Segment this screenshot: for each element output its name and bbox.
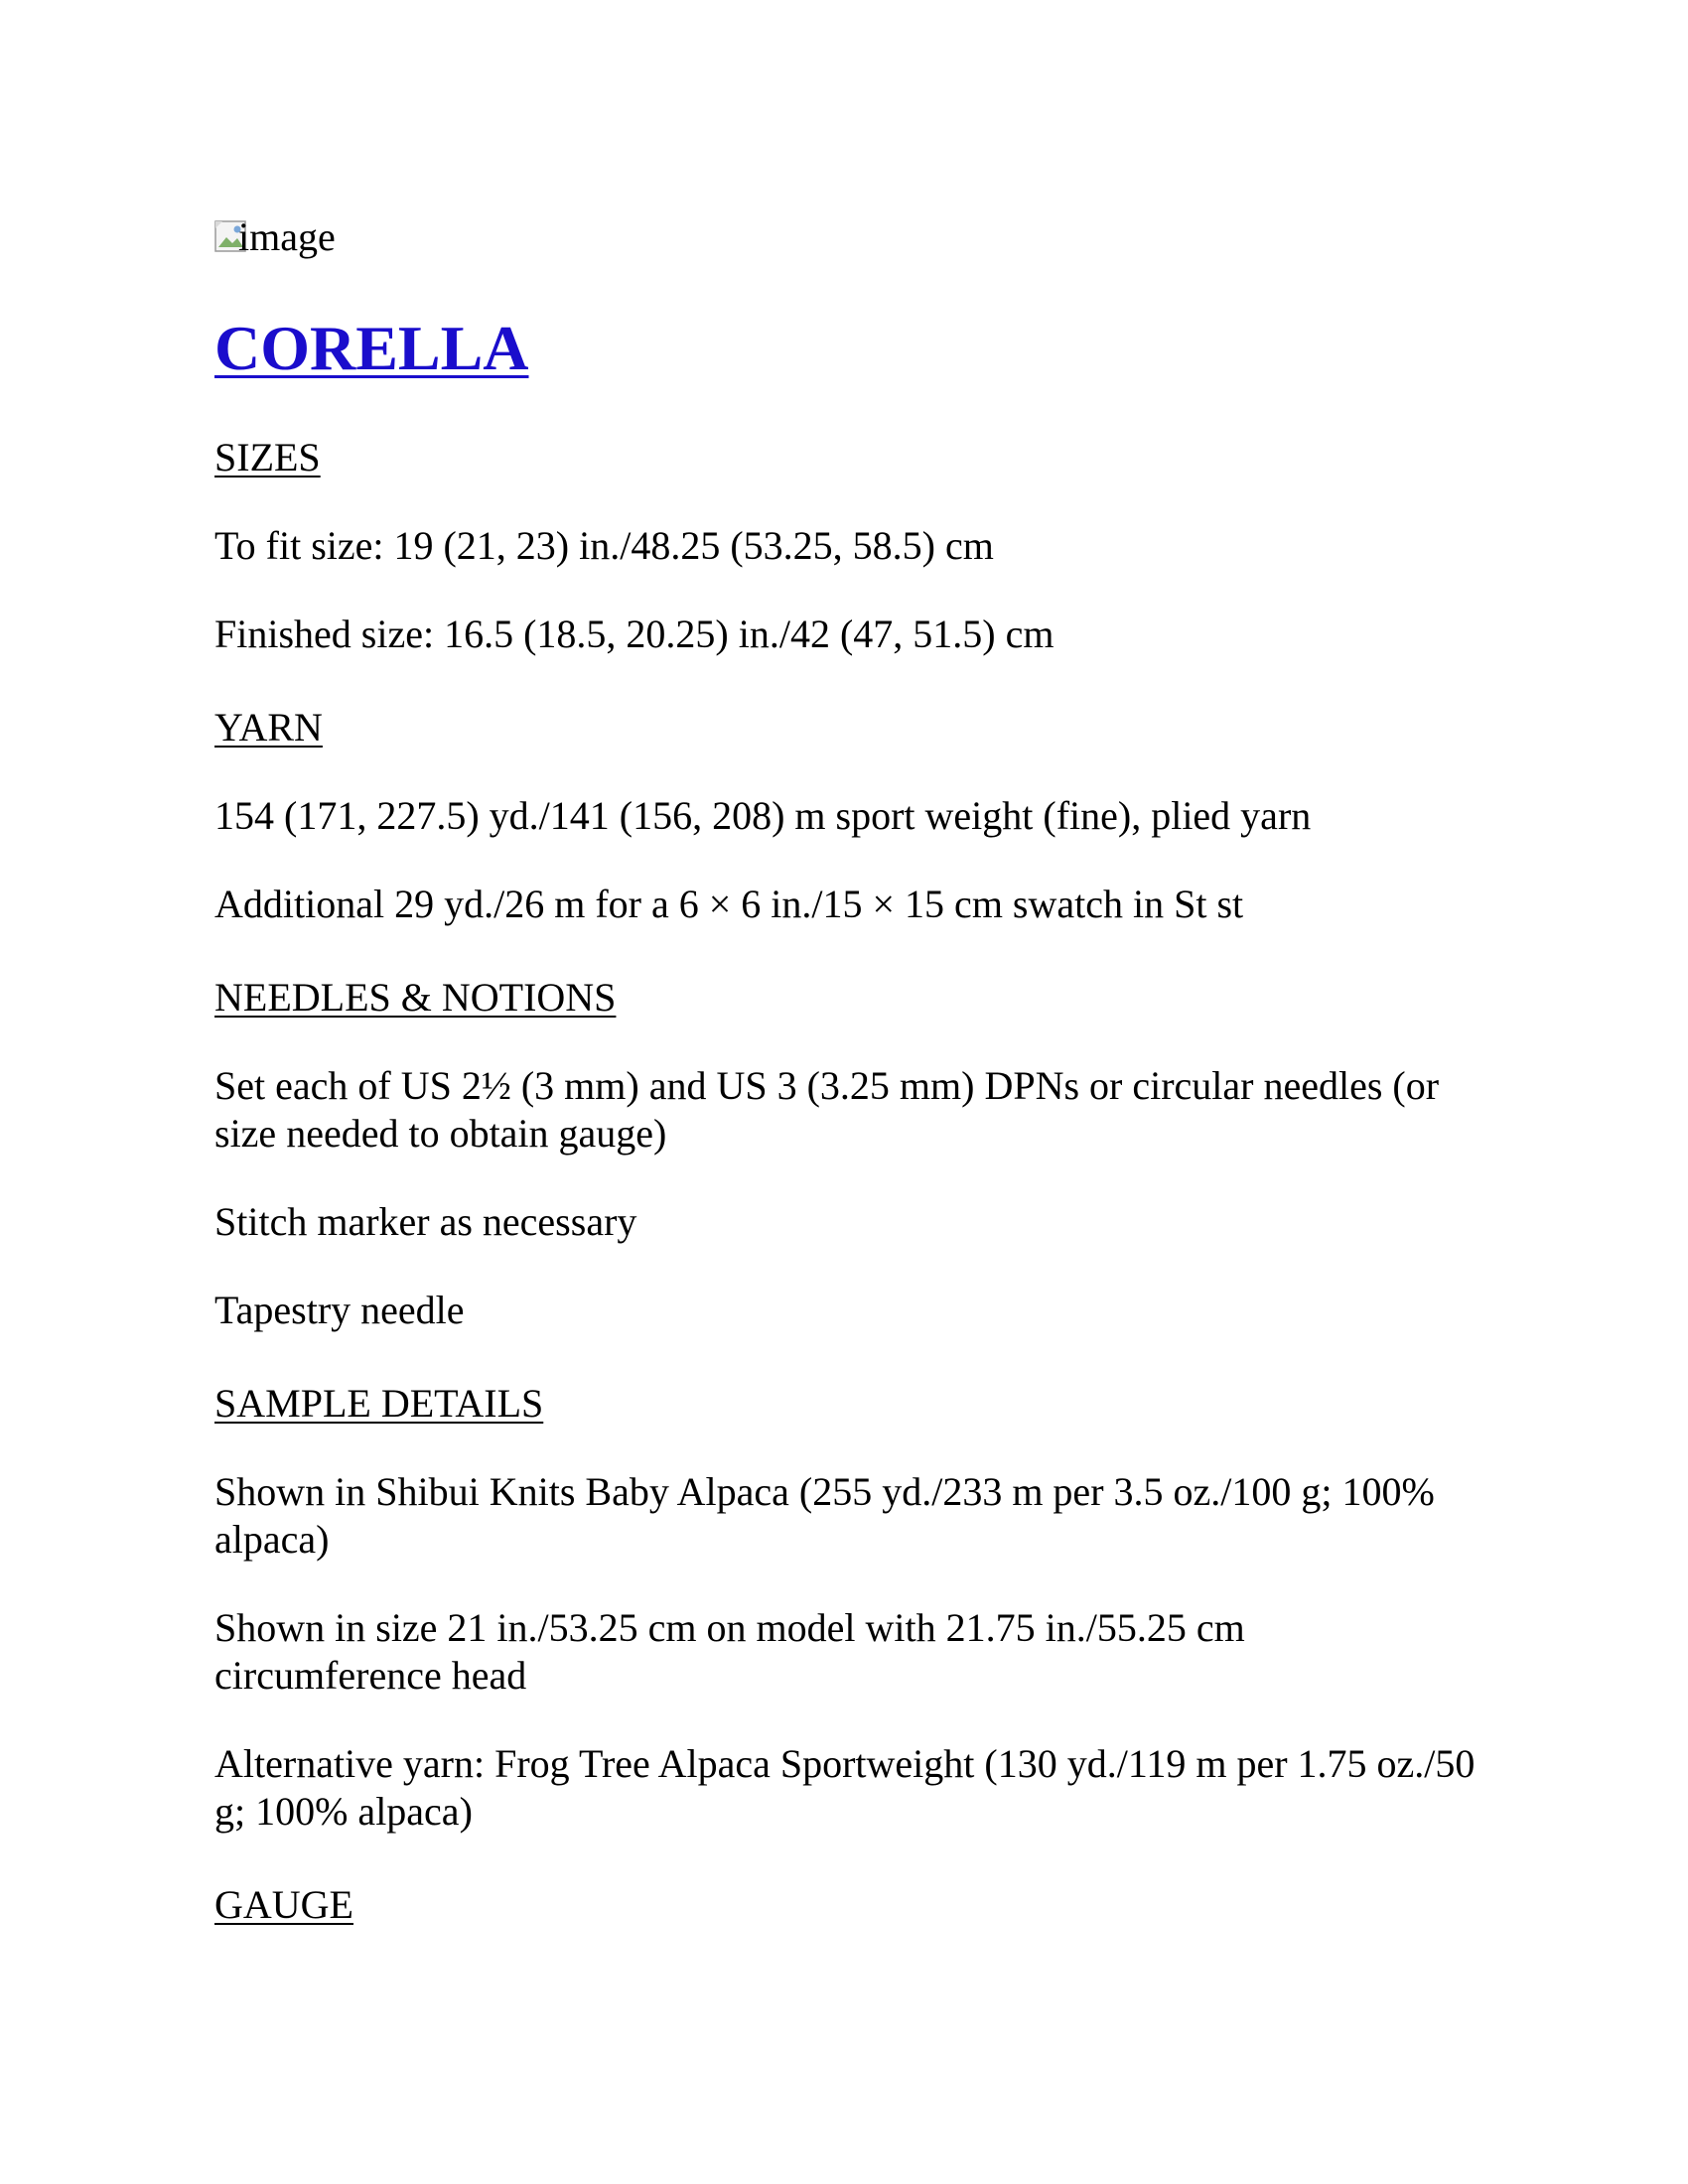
notions-tapestry-needle: Tapestry needle: [214, 1288, 465, 1333]
yarn-swatch: Additional 29 yd./26 m for a 6 × 6 in./15 × 15 cm swatch in St st: [214, 882, 1244, 927]
section-heading-needles: NEEDLES & NOTIONS: [214, 975, 617, 1021]
title-link[interactable]: CORELLA: [214, 313, 529, 383]
sample-alternative-yarn: Alternative yarn: Frog Tree Alpaca Sportweight (130 yd./119 m per 1.75 oz./50 g; 100% alpaca): [214, 1741, 1476, 1835]
sample-shown-in-size: Shown in size 21 in./53.25 cm on model with 21.75 in./55.25 cm circumference head: [214, 1605, 1245, 1699]
image-alt-text: image: [238, 214, 336, 259]
sizes-finished-size: Finished size: 16.5 (18.5, 20.25) in./42 (47, 51.5) cm: [214, 612, 1055, 657]
sample-shown-in-yarn: Shown in Shibui Knits Baby Alpaca (255 yd./233 m per 3.5 oz./100 g; 100% alpaca): [214, 1469, 1435, 1563]
broken-image-placeholder: [214, 212, 1476, 262]
section-heading-gauge: GAUGE: [214, 1882, 353, 1928]
sizes-fit-size: To fit size: 19 (21, 23) in./48.25 (53.25, 58.5) cm: [214, 523, 994, 569]
section-heading-sizes: SIZES: [214, 435, 321, 480]
section-heading-sample: SAMPLE DETAILS: [214, 1381, 544, 1427]
yarn-amount: 154 (171, 227.5) yd./141 (156, 208) m sport weight (fine), plied yarn: [214, 793, 1312, 839]
page-title: [214, 314, 1476, 383]
section-heading-yarn: YARN: [214, 705, 323, 751]
document-page: [214, 212, 1476, 1929]
needles-set: Set each of US 2½ (3 mm) and US 3 (3.25 mm) DPNs or circular needles (or size needed to obtain gauge): [214, 1063, 1440, 1157]
notions-stitch-marker: Stitch marker as necessary: [214, 1199, 637, 1245]
